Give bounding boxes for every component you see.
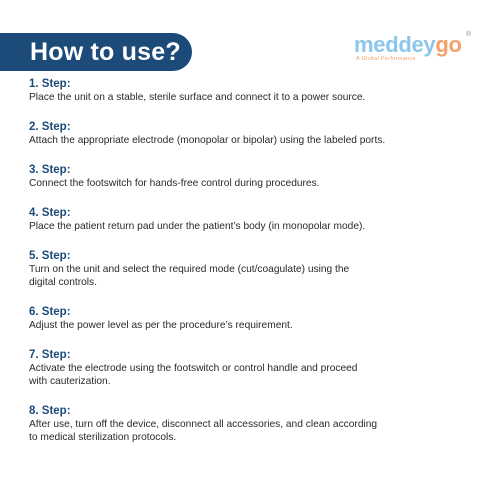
- step-title: 2. Step:: [29, 121, 71, 133]
- step-title: 7. Step:: [29, 349, 71, 361]
- logo-wordmark: [354, 33, 462, 57]
- step-item: [29, 78, 474, 104]
- step-item: [29, 121, 474, 147]
- step-title: 3. Step:: [29, 164, 71, 176]
- step-text: Connect the footswitch for hands-free control during procedures.: [29, 178, 320, 189]
- registered-mark: ®: [466, 31, 472, 38]
- step-text: digital controls.: [29, 277, 97, 288]
- logo-word-main: meddey: [354, 32, 436, 57]
- step-text: to medical sterilization protocols.: [29, 432, 177, 443]
- step-item: [29, 405, 474, 444]
- step-item: [29, 349, 474, 388]
- page-title-banner: [0, 33, 192, 71]
- step-text: Attach the appropriate electrode (monopolar or bipolar) using the labeled ports.: [29, 135, 386, 146]
- page-title: How to use?: [30, 38, 181, 66]
- step-title: 1. Step:: [29, 78, 71, 90]
- step-item: [29, 250, 474, 289]
- step-text: Place the unit on a stable, sterile surface and connect it to a power source.: [29, 92, 366, 103]
- step-title: 5. Step:: [29, 250, 71, 262]
- step-title: 4. Step:: [29, 207, 71, 219]
- step-text: Activate the electrode using the footswitch or control handle and proceed: [29, 363, 358, 374]
- step-text: with cauterization.: [29, 376, 111, 387]
- step-text: After use, turn off the device, disconnect all accessories, and clean according: [29, 419, 378, 430]
- logo-tagline: A Global Performance: [356, 56, 416, 62]
- step-text: Place the patient return pad under the patient’s body (in monopolar mode).: [29, 221, 366, 232]
- step-title: 6. Step:: [29, 306, 71, 318]
- step-title: 8. Step:: [29, 405, 71, 417]
- step-item: [29, 164, 474, 190]
- steps-list: [29, 78, 474, 444]
- step-text: Adjust the power level as per the procedure’s requirement.: [29, 320, 293, 331]
- step-item: [29, 306, 474, 332]
- step-text: Turn on the unit and select the required mode (cut/coagulate) using the: [29, 264, 350, 275]
- brand-logo: [354, 33, 474, 67]
- logo-word-accent: go: [435, 32, 462, 57]
- step-item: [29, 207, 474, 233]
